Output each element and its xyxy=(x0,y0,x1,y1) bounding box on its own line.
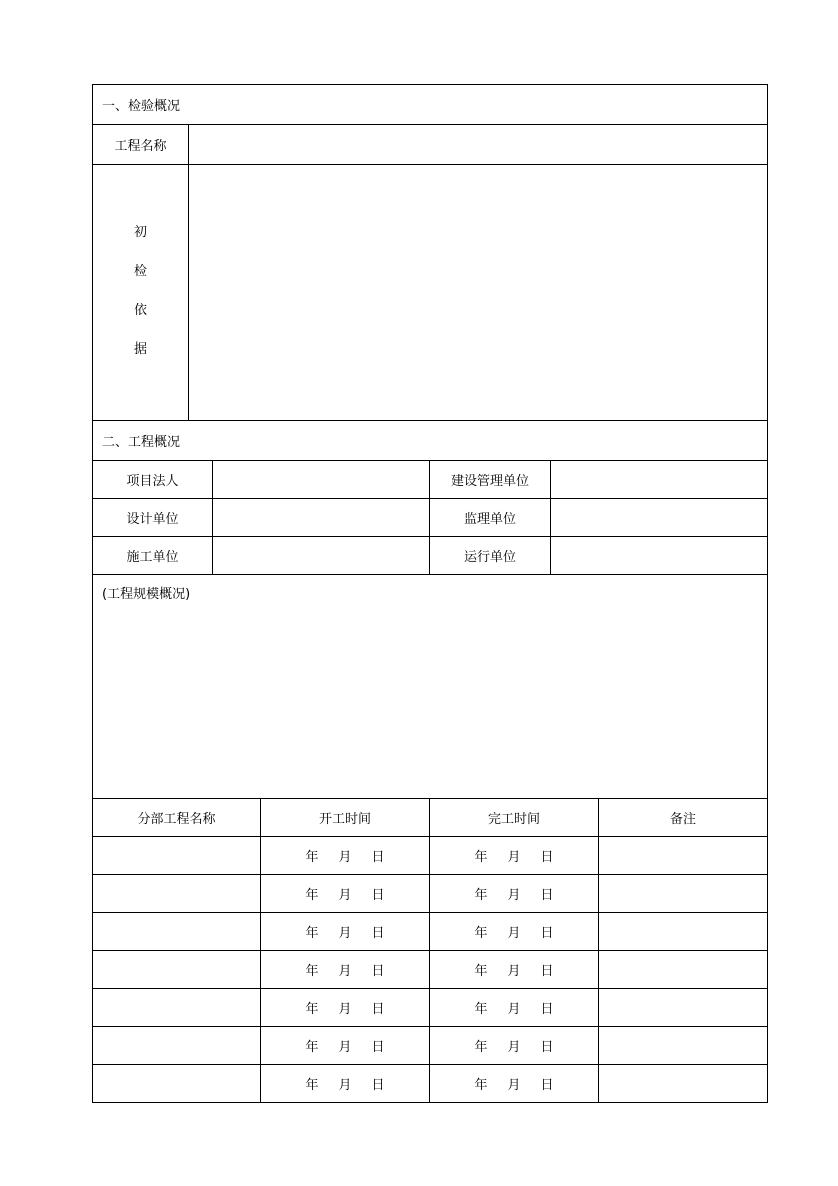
project-legal-person-label: 项目法人 xyxy=(93,461,213,499)
completion-date-field[interactable] xyxy=(430,913,599,951)
date-unit: 月 xyxy=(507,888,521,903)
date-unit: 年 xyxy=(305,888,319,903)
start-date-field[interactable] xyxy=(261,1065,430,1103)
sub-project-name-field[interactable] xyxy=(93,989,261,1027)
date-unit: 日 xyxy=(371,964,385,979)
date-unit: 日 xyxy=(540,964,554,979)
date-unit: 日 xyxy=(540,926,554,941)
table-row xyxy=(93,1065,768,1103)
remark-field[interactable] xyxy=(599,1065,768,1103)
basis-field[interactable] xyxy=(189,165,768,421)
form-table xyxy=(92,84,768,1103)
basis-label-char: 依 xyxy=(133,303,147,318)
date-unit: 年 xyxy=(474,964,488,979)
table-row xyxy=(93,989,768,1027)
start-time-header: 开工时间 xyxy=(261,799,430,837)
table-row xyxy=(93,951,768,989)
date-unit: 日 xyxy=(371,926,385,941)
basis-label-char: 初 xyxy=(133,225,147,240)
completion-date-field[interactable] xyxy=(430,1065,599,1103)
basis-label-char: 据 xyxy=(133,342,147,357)
table-row xyxy=(93,1027,768,1065)
start-date-field[interactable] xyxy=(261,951,430,989)
date-unit: 月 xyxy=(338,1040,352,1055)
start-date-field[interactable] xyxy=(261,837,430,875)
date-unit: 月 xyxy=(507,850,521,865)
table-row xyxy=(93,875,768,913)
table-row xyxy=(93,913,768,951)
date-unit: 月 xyxy=(507,926,521,941)
date-unit: 年 xyxy=(474,926,488,941)
construction-unit-label: 施工单位 xyxy=(93,537,213,575)
date-unit: 日 xyxy=(371,1040,385,1055)
remark-field[interactable] xyxy=(599,837,768,875)
start-date-field[interactable] xyxy=(261,1027,430,1065)
date-unit: 年 xyxy=(305,850,319,865)
sub-project-name-field[interactable] xyxy=(93,1027,261,1065)
date-unit: 日 xyxy=(540,1002,554,1017)
date-unit: 日 xyxy=(371,1002,385,1017)
date-unit: 日 xyxy=(540,1040,554,1055)
construction-management-unit-label: 建设管理单位 xyxy=(430,461,551,499)
remark-field[interactable] xyxy=(599,989,768,1027)
completion-date-field[interactable] xyxy=(430,837,599,875)
date-unit: 月 xyxy=(338,964,352,979)
date-unit: 日 xyxy=(371,888,385,903)
date-unit: 年 xyxy=(305,1040,319,1055)
project-scale-field[interactable] xyxy=(93,575,768,799)
section1-title: 一、检验概况 xyxy=(93,85,768,125)
sub-project-name-field[interactable] xyxy=(93,913,261,951)
operation-unit-label: 运行单位 xyxy=(430,537,551,575)
design-unit-field[interactable] xyxy=(213,499,430,537)
basis-label xyxy=(93,165,189,421)
completion-time-header: 完工时间 xyxy=(430,799,599,837)
date-unit: 月 xyxy=(338,1078,352,1093)
sub-project-name-field[interactable] xyxy=(93,951,261,989)
date-unit: 月 xyxy=(507,964,521,979)
construction-unit-field[interactable] xyxy=(213,537,430,575)
date-unit: 月 xyxy=(507,1040,521,1055)
completion-date-field[interactable] xyxy=(430,1027,599,1065)
supervision-unit-field[interactable] xyxy=(551,499,768,537)
date-unit: 日 xyxy=(540,850,554,865)
date-unit: 年 xyxy=(305,1002,319,1017)
completion-date-field[interactable] xyxy=(430,989,599,1027)
basis-label-char: 检 xyxy=(133,264,147,279)
sub-project-name-field[interactable] xyxy=(93,837,261,875)
completion-date-field[interactable] xyxy=(430,951,599,989)
date-unit: 日 xyxy=(371,850,385,865)
inspection-form xyxy=(92,84,767,1103)
date-unit: 年 xyxy=(474,888,488,903)
completion-date-field[interactable] xyxy=(430,875,599,913)
sub-project-rows xyxy=(93,837,768,1103)
design-unit-label: 设计单位 xyxy=(93,499,213,537)
date-unit: 月 xyxy=(338,926,352,941)
date-unit: 月 xyxy=(338,888,352,903)
project-name-label: 工程名称 xyxy=(93,125,189,165)
sub-project-name-header: 分部工程名称 xyxy=(93,799,261,837)
date-unit: 年 xyxy=(474,1040,488,1055)
project-legal-person-field[interactable] xyxy=(213,461,430,499)
supervision-unit-label: 监理单位 xyxy=(430,499,551,537)
date-unit: 月 xyxy=(507,1002,521,1017)
operation-unit-field[interactable] xyxy=(551,537,768,575)
date-unit: 日 xyxy=(540,888,554,903)
project-scale-note: (工程规模概况) xyxy=(102,587,191,602)
date-unit: 月 xyxy=(507,1078,521,1093)
date-unit: 月 xyxy=(338,850,352,865)
construction-management-unit-field[interactable] xyxy=(551,461,768,499)
remark-field[interactable] xyxy=(599,1027,768,1065)
remark-header: 备注 xyxy=(599,799,768,837)
date-unit: 年 xyxy=(474,1002,488,1017)
remark-field[interactable] xyxy=(599,875,768,913)
date-unit: 月 xyxy=(338,1002,352,1017)
section2-title: 二、工程概况 xyxy=(93,421,768,461)
project-name-field[interactable] xyxy=(189,125,768,165)
table-row xyxy=(93,837,768,875)
start-date-field[interactable] xyxy=(261,989,430,1027)
date-unit: 年 xyxy=(474,850,488,865)
date-unit: 年 xyxy=(305,926,319,941)
date-unit: 年 xyxy=(305,1078,319,1093)
start-date-field[interactable] xyxy=(261,875,430,913)
sub-project-name-field[interactable] xyxy=(93,1065,261,1103)
start-date-field[interactable] xyxy=(261,913,430,951)
date-unit: 年 xyxy=(474,1078,488,1093)
date-unit: 日 xyxy=(540,1078,554,1093)
remark-field[interactable] xyxy=(599,913,768,951)
date-unit: 日 xyxy=(371,1078,385,1093)
remark-field[interactable] xyxy=(599,951,768,989)
sub-project-name-field[interactable] xyxy=(93,875,261,913)
date-unit: 年 xyxy=(305,964,319,979)
